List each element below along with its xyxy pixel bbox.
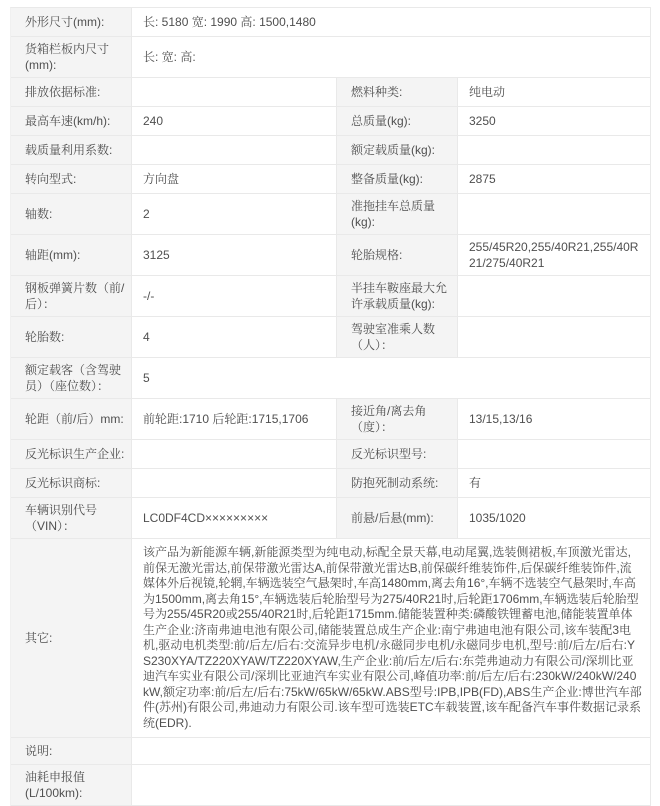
- table-row: [11, 78, 650, 107]
- row-label-left: 排放依据标准:: [11, 78, 132, 107]
- row-value-left: 3125: [132, 235, 337, 276]
- row-label-right: 轮胎规格:: [337, 235, 458, 276]
- row-value-right: 13/15,13/16: [458, 399, 650, 440]
- row-value-left: 4: [132, 317, 337, 358]
- row-label-left: 载质量利用系数:: [11, 136, 132, 165]
- table-row: [11, 235, 650, 276]
- vehicle-spec-table: [10, 7, 651, 806]
- row-label-left: 轮距（前/后）mm:: [11, 399, 132, 440]
- row-value-right: [458, 317, 650, 358]
- row-label-right: 反光标识型号:: [337, 440, 458, 469]
- row-value-left: LC0DF4CD×××××××××: [132, 498, 337, 539]
- table-row: [11, 469, 650, 498]
- table-row: [11, 440, 650, 469]
- row-value-left: [132, 440, 337, 469]
- table-row: [11, 399, 650, 440]
- row-label-left: 车辆识别代号（VIN）：: [11, 498, 132, 539]
- row-label-right: 防抱死制动系统:: [337, 469, 458, 498]
- row-value-left: 方向盘: [132, 165, 337, 194]
- row-value-left: 前轮距:1710 后轮距:1715,1706: [132, 399, 337, 440]
- table-row: [11, 107, 650, 136]
- row-value: 长: 宽: 高:: [132, 37, 650, 78]
- table-row: [11, 498, 650, 539]
- row-value-right: 2875: [458, 165, 650, 194]
- table-row: [11, 194, 650, 235]
- row-label-right: 接近角/离去角（度）：: [337, 399, 458, 440]
- row-value-left: [132, 136, 337, 165]
- row-label-right: 准拖挂车总质量(kg):: [337, 194, 458, 235]
- row-label-right: 整备质量(kg):: [337, 165, 458, 194]
- table-row: [11, 165, 650, 194]
- row-label-right: 半挂车鞍座最大允许承载质量(kg):: [337, 276, 458, 317]
- row-label-right: 驾驶室准乘人数（人）：: [337, 317, 458, 358]
- row-label-left: 轴数:: [11, 194, 132, 235]
- row-label-right: 额定载质量(kg):: [337, 136, 458, 165]
- table-row: [11, 765, 650, 806]
- row-label: 外形尺寸(mm):: [11, 8, 132, 37]
- row-label: 额定载客（含驾驶员）（座位数）：: [11, 358, 132, 399]
- table-row: [11, 317, 650, 358]
- row-label-left: 转向型式:: [11, 165, 132, 194]
- table-row: [11, 276, 650, 317]
- row-value-left: 240: [132, 107, 337, 136]
- row-label-left: 轮胎数:: [11, 317, 132, 358]
- row-value-right: [458, 440, 650, 469]
- table-row: [11, 358, 650, 399]
- row-value-right: 1035/1020: [458, 498, 650, 539]
- row-value-right: [458, 276, 650, 317]
- row-value-left: -/-: [132, 276, 337, 317]
- row-label-left: 最高车速(km/h):: [11, 107, 132, 136]
- row-value-right: [458, 136, 650, 165]
- table-row: [11, 539, 650, 738]
- row-label: 其它:: [11, 539, 132, 738]
- table-row: [11, 37, 650, 78]
- row-label-left: 反光标识商标:: [11, 469, 132, 498]
- row-label-left: 轴距(mm):: [11, 235, 132, 276]
- row-label: 货箱栏板内尺寸(mm):: [11, 37, 132, 78]
- row-label-right: 总质量(kg):: [337, 107, 458, 136]
- table-row: [11, 136, 650, 165]
- row-value-right: 纯电动: [458, 78, 650, 107]
- row-value-right: 有: [458, 469, 650, 498]
- table-row: [11, 738, 650, 765]
- row-value-left: [132, 78, 337, 107]
- row-value: [132, 738, 650, 765]
- row-value: 长: 5180 宽: 1990 高: 1500,1480: [132, 8, 650, 37]
- row-value-right: [458, 194, 650, 235]
- row-label-right: 燃料种类:: [337, 78, 458, 107]
- row-value: 该产品为新能源车辆,新能源类型为纯电动,标配全景天幕,电动尾翼,选装侧裙板,车顶激光雷达,前保无激光雷达,前保带激光雷达A,前保带激光雷达B,前保碳纤维装饰件,后保碳纤维装饰件,流媒体外后视镜,轮辋,车辆选装空气悬架时,车高1480mm,离去角16°,车辆不选装空气悬架时,车高为1500mm,离去角15°,车辆选装后轮胎型号为275/40R21时,后轮距1706mm,车辆选装后轮胎型号为255/45R20或255/40R21时,后轮距1715mm.储能装置种类:磷酸铁锂蓄电池,储能装置单体生产企业:济南弗迪电池有限公司,储能装置总成生产企业:南宁弗迪电池有限公司,该车装配3电机,驱动电机类型:前/后左/后右:交流异步电机/永磁同步电机/永磁同步电机,型号:前/后左/后右:YS230XYA/TZ220XYAW/TZ220XYAW,生产企业:前/后左/后右:东莞弗迪动力有限公司/深圳比亚迪汽车实业有限公司/深圳比亚迪汽车实业有限公司,峰值功率:前/后左/后右:230kW/240kW/240kW,额定功率:前/后左/后右:75kW/65kW/65kW.ABS型号:IPB,IPB(FD),ABS生产企业:博世汽车部件(苏州)有限公司,弗迪动力有限公司.该车型可选装ETC车载装置,该车配备汽车事件数据记录系统(EDR).: [132, 539, 650, 738]
- row-label: 说明:: [11, 738, 132, 765]
- row-value-right: 255/45R20,255/40R21,255/40R21/275/40R21: [458, 235, 650, 276]
- row-value: 5: [132, 358, 650, 399]
- row-label-left: 钢板弹簧片数（前/后）：: [11, 276, 132, 317]
- row-label-left: 反光标识生产企业:: [11, 440, 132, 469]
- row-value-left: 2: [132, 194, 337, 235]
- row-label-right: 前悬/后悬(mm):: [337, 498, 458, 539]
- row-value-left: [132, 469, 337, 498]
- row-value: [132, 765, 650, 806]
- row-label: 油耗申报值(L/100km):: [11, 765, 132, 806]
- row-value-right: 3250: [458, 107, 650, 136]
- table-row: [11, 8, 650, 37]
